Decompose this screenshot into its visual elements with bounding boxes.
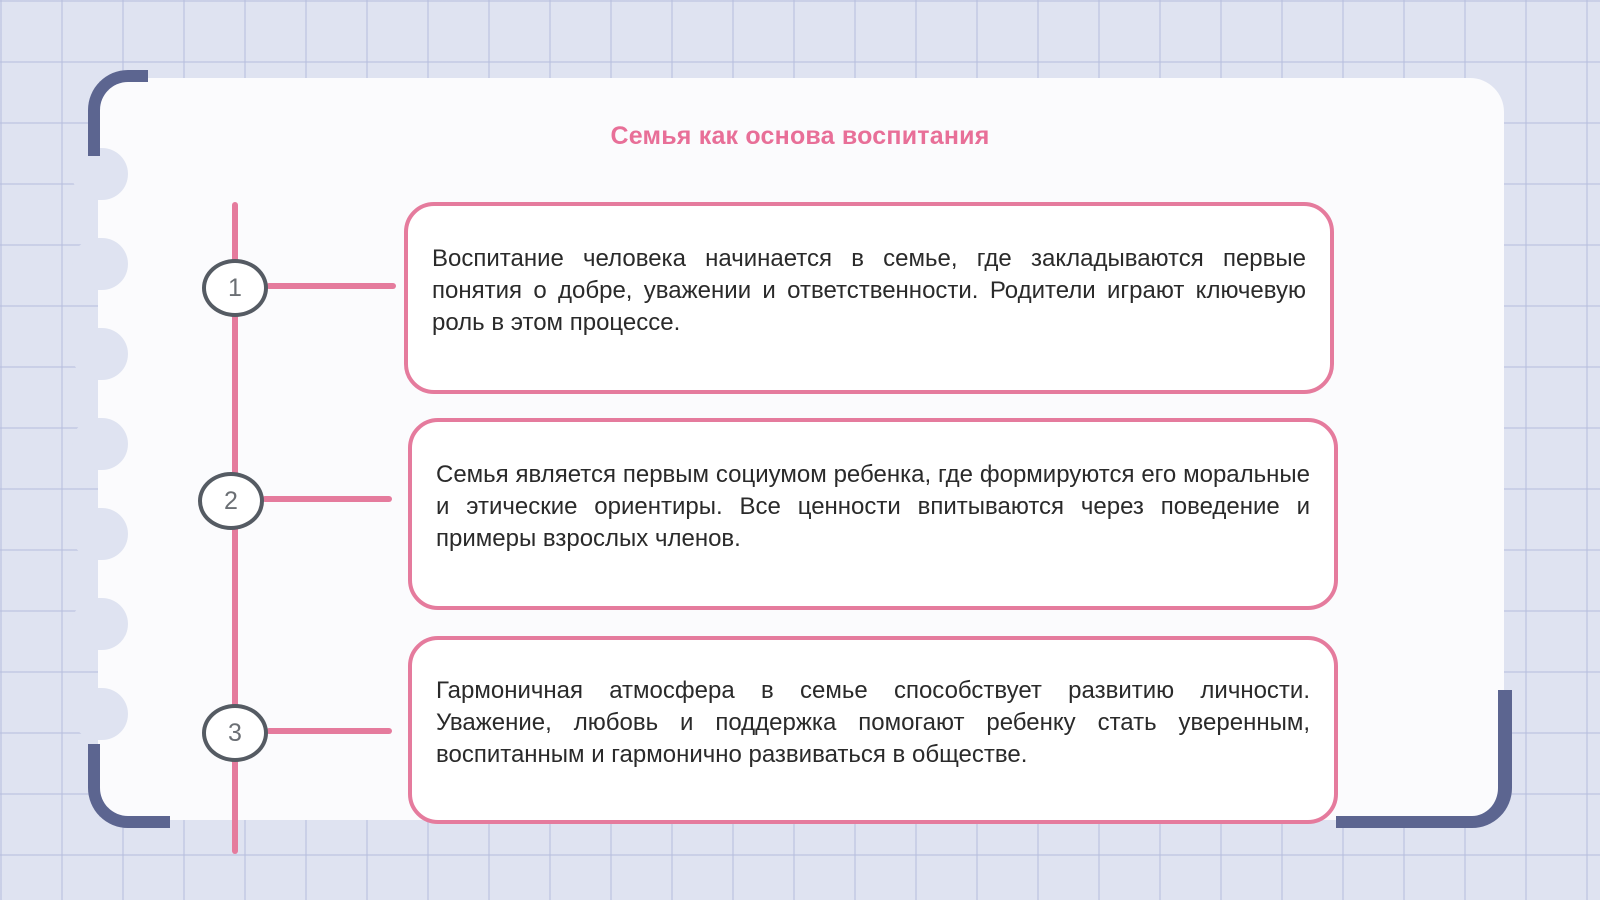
step-number-badge: 3 [202, 704, 268, 762]
notebook-notch [72, 508, 128, 560]
corner-bracket-bottom-right [1336, 690, 1512, 828]
step-number-badge: 1 [202, 259, 268, 317]
connector-line [266, 283, 396, 289]
connector-line [262, 496, 392, 502]
text-box-content: Воспитание человека начинается в семье, где закладываются первые понятия о добре, уважении и ответственности. Родители играют ключевую роль в этом процессе. [432, 245, 1306, 336]
text-box-2 [408, 418, 1338, 610]
notebook-notch [72, 598, 128, 650]
text-box-content: Гармоничная атмосфера в семье способствует развитию личности. Уважение, любовь и поддержка помогают ребенку стать уверенным, воспитанным и гармонично развиваться в обществе. [436, 677, 1310, 768]
text-box-content: Семья является первым социумом ребенка, где формируются его моральные и этические ориентиры. Все ценности впитываются через поведение и примеры взрослых членов. [436, 461, 1310, 552]
connector-line [266, 728, 392, 734]
notebook-notch [72, 418, 128, 470]
text-box-3 [408, 636, 1338, 824]
text-box-1 [404, 202, 1334, 394]
slide-title: Семья как основа воспитания [610, 122, 990, 150]
step-number-badge: 2 [198, 472, 264, 530]
notebook-notch [72, 328, 128, 380]
notebook-notch [72, 688, 128, 740]
corner-bracket-bottom-left [88, 744, 170, 828]
notebook-notch [72, 238, 128, 290]
